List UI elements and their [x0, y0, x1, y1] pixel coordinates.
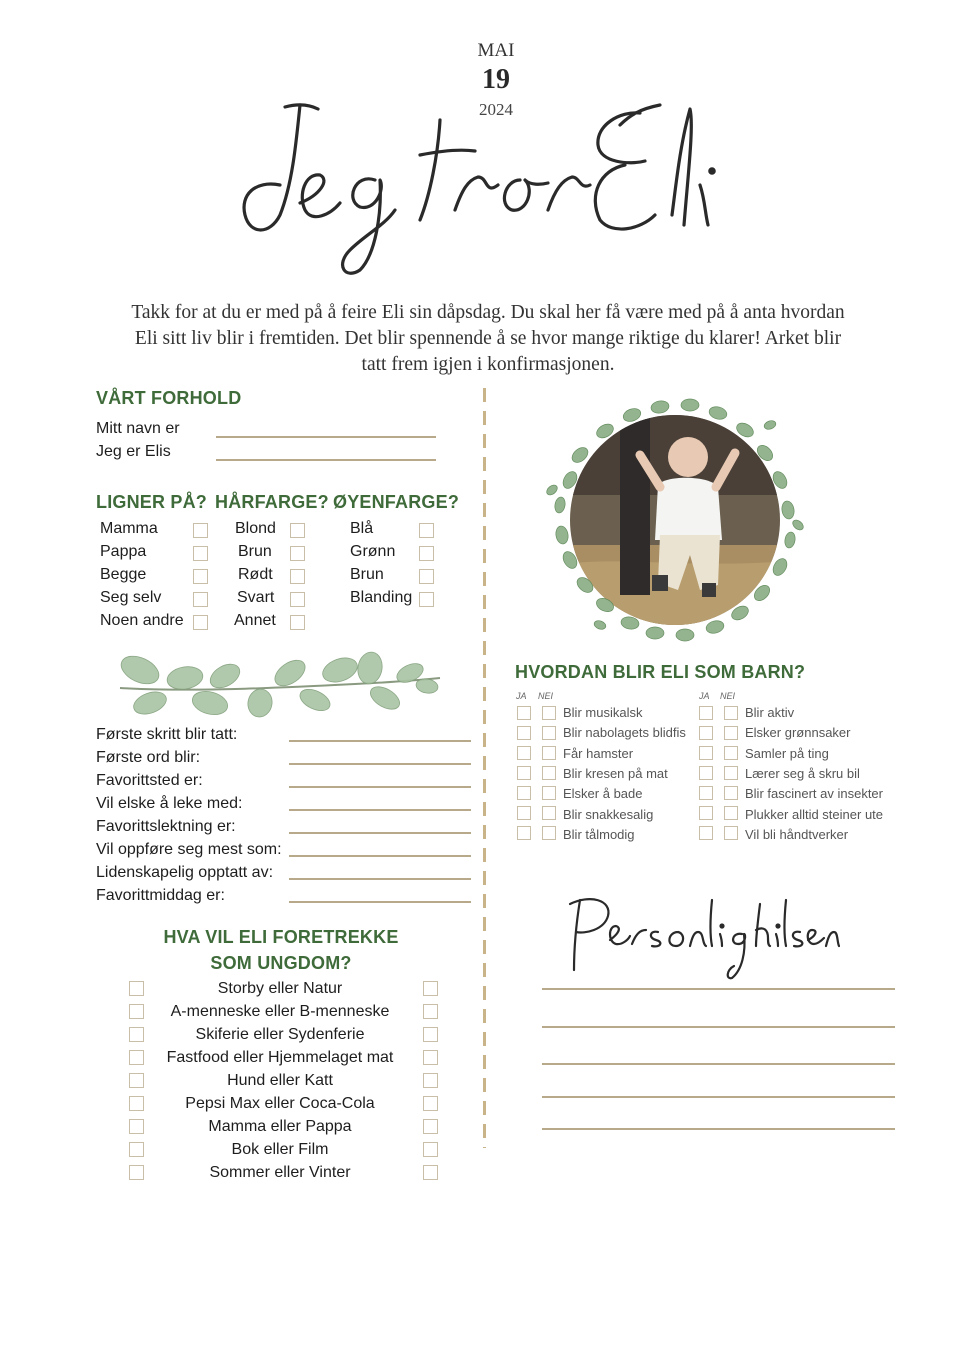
prediction-line[interactable]	[289, 901, 471, 903]
prediction-line[interactable]	[289, 786, 471, 788]
prediction-label: Favorittsted er:	[96, 772, 203, 789]
child-option: Vil bli håndtverker	[745, 827, 849, 842]
prefer-checkbox-left[interactable]	[129, 1096, 144, 1111]
prefer-checkbox-left[interactable]	[129, 1142, 144, 1157]
prefer-option: A-menneske eller B-menneske	[170, 1003, 390, 1020]
nei-label-right: NEI	[720, 691, 736, 701]
child-ja-checkbox[interactable]	[699, 706, 713, 720]
date-month: MAI	[477, 40, 515, 61]
child-ja-checkbox[interactable]	[699, 786, 713, 800]
child-option: Blir kresen på mat	[563, 766, 668, 781]
child-nei-checkbox[interactable]	[724, 726, 738, 740]
child-heading: HVORDAN BLIR ELI SOM BARN?	[515, 662, 806, 682]
ligner-option: Noen andre	[100, 612, 184, 629]
child-nei-checkbox[interactable]	[724, 706, 738, 720]
prediction-label: Vil oppføre seg mest som:	[96, 841, 282, 858]
prefer-option: Bok eller Film	[231, 1141, 329, 1158]
nei-label-left: NEI	[538, 691, 554, 701]
child-nei-checkbox[interactable]	[542, 786, 556, 800]
script-title-lettering	[0, 85, 960, 295]
child-ja-checkbox[interactable]	[517, 706, 531, 720]
prefer-option: Fastfood eller Hjemmelaget mat	[166, 1049, 394, 1066]
child-nei-checkbox[interactable]	[542, 706, 556, 720]
relation-label-name: Mitt navn er	[96, 420, 180, 437]
prefer-checkbox-right[interactable]	[423, 1096, 438, 1111]
prediction-label: Lidenskapelig opptatt av:	[96, 864, 274, 881]
prefer-option: Skiferie eller Sydenferie	[195, 1026, 365, 1043]
prediction-line[interactable]	[289, 855, 471, 857]
child-nei-checkbox[interactable]	[724, 766, 738, 780]
child-option: Elsker å bade	[563, 786, 643, 801]
relation-line-name[interactable]	[216, 436, 436, 438]
greeting-line[interactable]	[542, 1096, 895, 1098]
date-day: 19	[482, 64, 510, 95]
child-ja-checkbox[interactable]	[517, 806, 531, 820]
prefer-checkbox-left[interactable]	[129, 1073, 144, 1088]
prediction-line[interactable]	[289, 809, 471, 811]
prefer-option: Mamma eller Pappa	[208, 1118, 352, 1135]
prefer-checkbox-right[interactable]	[423, 981, 438, 996]
child-nei-checkbox[interactable]	[724, 746, 738, 760]
child-ja-checkbox[interactable]	[699, 806, 713, 820]
child-ja-checkbox[interactable]	[517, 826, 531, 840]
greeting-line[interactable]	[542, 988, 895, 990]
prefer-checkbox-right[interactable]	[423, 1119, 438, 1134]
ligner-checkbox[interactable]	[193, 523, 208, 538]
prefer-option: Sommer eller Vinter	[209, 1164, 351, 1181]
prediction-line[interactable]	[289, 878, 471, 880]
child-nei-checkbox[interactable]	[724, 806, 738, 820]
haarfarge-option: Blond	[235, 520, 276, 537]
prefer-checkbox-left[interactable]	[129, 1027, 144, 1042]
child-nei-checkbox[interactable]	[542, 826, 556, 840]
haarfarge-checkbox[interactable]	[290, 546, 305, 561]
haarfarge-heading: HÅRFARGE?	[215, 492, 329, 512]
prediction-label: Favorittmiddag er:	[96, 887, 225, 904]
haarfarge-option: Brun	[238, 543, 272, 560]
haarfarge-checkbox[interactable]	[290, 569, 305, 584]
prefer-heading-line1: HVA VIL ELI FORETREKKE	[163, 927, 399, 947]
child-ja-checkbox[interactable]	[517, 766, 531, 780]
prefer-checkbox-left[interactable]	[129, 1004, 144, 1019]
greeting-line[interactable]	[542, 1128, 895, 1130]
prediction-label: Første ord blir:	[96, 749, 201, 766]
prediction-line[interactable]	[289, 763, 471, 765]
greeting-line[interactable]	[542, 1026, 895, 1028]
child-ja-checkbox[interactable]	[517, 786, 531, 800]
prediction-line[interactable]	[289, 832, 471, 834]
prediction-line[interactable]	[289, 740, 471, 742]
eucalyptus-branch-icon	[115, 648, 445, 723]
prefer-checkbox-left[interactable]	[129, 981, 144, 996]
column-divider	[482, 388, 487, 1148]
oyenfarge-checkbox[interactable]	[419, 546, 434, 561]
haarfarge-checkbox[interactable]	[290, 615, 305, 630]
relation-label-role: Jeg er Elis	[96, 443, 171, 460]
date-year: 2024	[479, 100, 513, 119]
greeting-line[interactable]	[542, 1063, 895, 1065]
ja-label-right: JA	[699, 691, 710, 701]
prefer-checkbox-left[interactable]	[129, 1165, 144, 1180]
oyenfarge-option: Brun	[350, 566, 384, 583]
child-ja-checkbox[interactable]	[699, 746, 713, 760]
child-nei-checkbox[interactable]	[724, 786, 738, 800]
child-option: Blir snakkesalig	[563, 807, 654, 822]
ligner-checkbox[interactable]	[193, 546, 208, 561]
intro-paragraph: Takk for at du er med på å feire Eli sin dåpsdag. Du skal her få være med på å anta hvordan Eli sitt liv blir i fremtiden. Det blir spennende å se hvor mange riktige du klarer! Arket blir tatt frem igjen i konfirmasjonen.	[131, 302, 845, 375]
ja-label-left: JA	[516, 691, 527, 701]
prefer-checkbox-right[interactable]	[423, 1073, 438, 1088]
prefer-checkbox-left[interactable]	[129, 1119, 144, 1134]
haarfarge-option: Rødt	[238, 566, 273, 583]
child-ja-checkbox[interactable]	[699, 726, 713, 740]
prefer-checkbox-right[interactable]	[423, 1165, 438, 1180]
prefer-checkbox-right[interactable]	[423, 1050, 438, 1065]
relation-heading: VÅRT FORHOLD	[96, 388, 242, 408]
prefer-checkbox-left[interactable]	[129, 1050, 144, 1065]
child-nei-checkbox[interactable]	[724, 826, 738, 840]
baby-photo	[560, 405, 800, 645]
child-ja-checkbox[interactable]	[699, 766, 713, 780]
oyenfarge-option: Blanding	[350, 589, 413, 606]
oyenfarge-checkbox[interactable]	[419, 569, 434, 584]
child-ja-checkbox[interactable]	[699, 826, 713, 840]
child-option: Får hamster	[563, 746, 634, 761]
child-option: Blir nabolagets blidfis	[563, 725, 686, 740]
relation-line-role[interactable]	[216, 459, 436, 461]
eucalyptus-wreath-icon	[540, 395, 810, 650]
oyenfarge-option: Grønn	[350, 543, 396, 560]
child-ja-checkbox[interactable]	[517, 726, 531, 740]
child-option: Blir aktiv	[745, 705, 795, 720]
child-nei-checkbox[interactable]	[542, 806, 556, 820]
title-text: Jeg tror Eli	[0, 85, 5, 86]
ligner-option: Seg selv	[100, 589, 162, 606]
ligner-checkbox[interactable]	[193, 615, 208, 630]
greeting-title-lettering	[560, 890, 840, 985]
prediction-label: Favorittslektning er:	[96, 818, 236, 835]
ligner-option: Pappa	[100, 543, 147, 560]
haarfarge-option: Annet	[234, 612, 276, 629]
child-option: Blir fascinert av insekter	[745, 786, 883, 801]
ligner-checkbox[interactable]	[193, 569, 208, 584]
greeting-title: Personlig hilsen	[560, 890, 568, 891]
oyenfarge-checkbox[interactable]	[419, 523, 434, 538]
ligner-checkbox[interactable]	[193, 592, 208, 607]
child-nei-checkbox[interactable]	[542, 746, 556, 760]
prefer-option: Storby eller Natur	[217, 980, 343, 997]
prediction-label: Vil elske å leke med:	[96, 795, 243, 812]
ligner-option: Mamma	[100, 520, 158, 537]
child-ja-checkbox[interactable]	[517, 746, 531, 760]
child-option: Blir tålmodig	[563, 827, 635, 842]
child-option: Plukker alltid steiner ute	[745, 807, 884, 822]
ligner-heading: LIGNER PÅ?	[96, 492, 208, 512]
haarfarge-checkbox[interactable]	[290, 592, 305, 607]
prefer-checkbox-right[interactable]	[423, 1027, 438, 1042]
child-option: Samler på ting	[745, 746, 829, 761]
haarfarge-checkbox[interactable]	[290, 523, 305, 538]
oyenfarge-heading: ØYENFARGE?	[333, 492, 460, 512]
prefer-option: Pepsi Max eller Coca-Cola	[185, 1095, 375, 1112]
child-option: Blir musikalsk	[563, 705, 643, 720]
child-nei-checkbox[interactable]	[542, 766, 556, 780]
child-option: Elsker grønnsaker	[745, 725, 851, 740]
prefer-checkbox-right[interactable]	[423, 1142, 438, 1157]
prefer-checkbox-right[interactable]	[423, 1004, 438, 1019]
oyenfarge-checkbox[interactable]	[419, 592, 434, 607]
prefer-heading-line2: SOM UNGDOM?	[210, 953, 352, 973]
haarfarge-option: Svart	[237, 589, 275, 606]
child-nei-checkbox[interactable]	[542, 726, 556, 740]
oyenfarge-option: Blå	[350, 520, 374, 537]
prefer-option: Hund eller Katt	[227, 1072, 333, 1089]
prediction-label: Første skritt blir tatt:	[96, 726, 238, 743]
ligner-option: Begge	[100, 566, 147, 583]
child-option: Lærer seg å skru bil	[745, 766, 860, 781]
